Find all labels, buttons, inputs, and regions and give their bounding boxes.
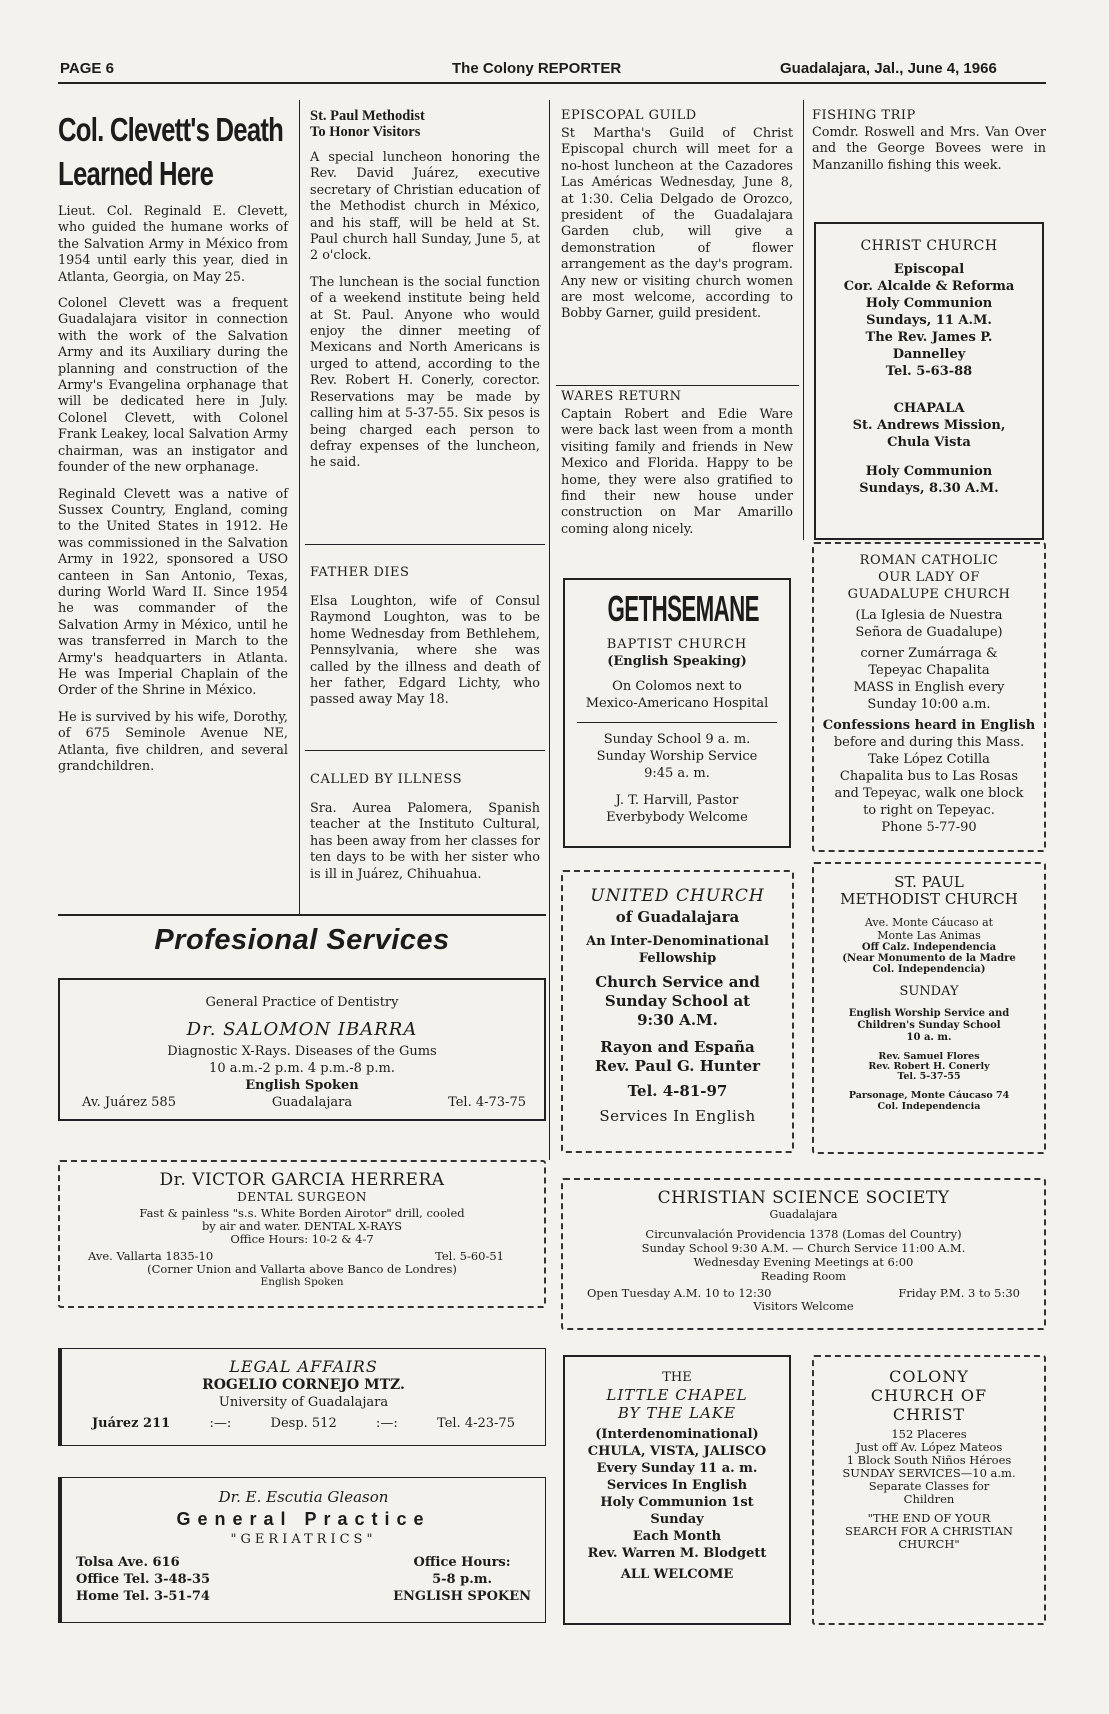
chapel-line: LITTLE CHAPEL: [606, 1386, 748, 1404]
united-line: of Guadalajara: [615, 908, 740, 926]
escutia-address: Tolsa Ave. 616: [76, 1555, 180, 1570]
page-number: PAGE 6: [60, 60, 114, 77]
christ-line: Tel. 5-63-88: [885, 364, 973, 379]
legal-ad: [58, 1348, 546, 1446]
clevett-paragraph: Reginald Clevett was a native of Sussex Country, England, coming to the United States in 1912. He was commissioned in the Salvation Army in 1922, sponsored a USO canteen in San Antonio, Texas, during World Ward II. Since 1954 he was commander of the Salvation Army in México, until he was transferred in March to the Army's headquarters in Atlanta. He was Imperial Chaplain of the Order of the Shrine in México.: [58, 486, 288, 699]
divider: [556, 385, 799, 386]
colony-line: "THE END OF YOUR: [867, 1511, 991, 1525]
colony-line: COLONY: [889, 1367, 969, 1386]
father-dies-paragraph: Elsa Loughton, wife of Consul Raymond Loughton, was to be home Wednesday from Bethlehem, Pennsylvania, where she was called by the illness and death of her father, Edgard Lichty, who passed away May 18.: [310, 594, 540, 708]
christian-science-ad: [561, 1178, 1046, 1330]
legal-phone: Tel. 4-23-75: [437, 1416, 515, 1431]
science-line: Guadalajara: [769, 1208, 838, 1221]
united-line: Tel. 4-81-97: [627, 1082, 728, 1100]
colony-line: 152 Placeres: [891, 1427, 967, 1441]
divider: [305, 544, 545, 545]
colony-line: CHURCH": [898, 1537, 960, 1551]
science-tuesday: Open Tuesday A.M. 10 to 12:30: [587, 1286, 772, 1300]
catholic-line: GUADALUPE CHURCH: [847, 587, 1011, 602]
gethsemane-ad: [563, 578, 791, 848]
gethsemane-name: GETHSEMANE: [607, 588, 759, 629]
stpaul-ad-line: 10 a. m.: [906, 1032, 952, 1043]
catholic-line: Señora de Guadalupe): [855, 625, 1003, 640]
dentistry-line: English Spoken: [245, 1078, 359, 1093]
christ-line: Holy Communion: [865, 464, 993, 479]
chapel-line: Each Month: [632, 1529, 722, 1544]
guild-paragraph: St Martha's Guild of Christ Episcopal church will meet for a no-host luncheon at the Cazadores Las Américas Wednesday, June 8, at 1:30. Celia Delgado de Orozco, president of the Guadalajara Garden club, will give a demonstration of flower arrangement as the day's program. Any new or visiting church women are most welcome, according to Bobby Garner, guild president.: [561, 126, 793, 322]
united-church-ad: [561, 870, 794, 1153]
gethsemane-line: Everbybody Welcome: [606, 810, 748, 825]
stpaul-ad-line: Col. Independencia: [877, 1101, 981, 1112]
dentistry-line: Diagnostic X-Rays. Diseases of the Gums: [167, 1044, 437, 1059]
chapel-line: Holy Communion 1st: [600, 1495, 754, 1510]
clevett-headline-1: Col. Clevett's Death: [58, 111, 284, 148]
united-line: UNITED CHURCH: [590, 886, 765, 906]
catholic-line: Take López Cotilla: [868, 752, 990, 767]
stpaul-ad-line: English Worship Service and: [848, 1008, 1010, 1019]
science-line: Reading Room: [760, 1269, 847, 1283]
stpaul-ad-line: Rev. Robert H. Conerly: [868, 1061, 990, 1072]
gethsemane-line: J. T. Harvill, Pastor: [615, 793, 739, 808]
stpaul-ad-line: Monte Las Animas: [877, 929, 981, 942]
united-line: Services In English: [599, 1107, 756, 1125]
guild-title: EPISCOPAL GUILD: [561, 108, 697, 123]
stpaul-paragraph: The lunchean is the social function of a weekend institute being held at St. Paul. Anyone who would enjoy the dinner meeting of Mexicans and North Americans is urged to attend, according to the Rev. Robert H. Conerly, corector. Reservations may be made by calling him at 5-37-55. Six pesos is being charged each person to defray expenses of the luncheon, he said.: [310, 274, 540, 471]
stpaul-paragraph: A special luncheon honoring the Rev. David Juárez, executive secretary of Christian education of the Methodist church in México, and his staff, will be held at St. Paul church hall Sunday, June 5, at 2 o'clock.: [310, 150, 540, 264]
catholic-line: to right on Tepeyac.: [863, 803, 995, 818]
escutia-home-tel: Home Tel. 3-51-74: [76, 1589, 210, 1604]
catholic-line: Phone 5-77-90: [881, 820, 977, 835]
colony-line: Just off Av. López Mateos: [855, 1440, 1003, 1454]
paper-name: The Colony REPORTER: [452, 60, 622, 77]
fishing-article: [812, 108, 1046, 184]
garcia-line: Dr. VICTOR GARCIA HERRERA: [159, 1170, 445, 1190]
catholic-line: MASS in English every: [853, 680, 1005, 695]
column-rule-2: [549, 100, 550, 1160]
garcia-phone: Tel. 5-60-51: [435, 1249, 504, 1263]
christ-line: Sundays, 11 A.M.: [866, 313, 992, 328]
fishing-title: FISHING TRIP: [812, 108, 916, 123]
colony-line: 1 Block South Niños Héroes: [846, 1453, 1012, 1467]
catholic-line: (La Iglesia de Nuestra: [855, 608, 1003, 623]
christ-line: CHRIST CHURCH: [860, 238, 998, 254]
escutia-ad: [58, 1477, 546, 1623]
united-line: Rev. Paul G. Hunter: [594, 1057, 761, 1075]
science-line: Wednesday Evening Meetings at 6:00: [693, 1255, 914, 1269]
clevett-paragraph: Colonel Clevett was a frequent Guadalajara visitor in connection with the work of the Salvation Army and its Auxiliary during the planning and construction of the Army's Evangelina orphanage that will be dedicated here in July. Colonel Clevett, with Colonel Frank Leakey, local Salvation Army chairman, was an instigator and founder of the new orphanage.: [58, 296, 288, 476]
chapel-line: Sunday: [650, 1512, 704, 1527]
science-line: Circunvalación Providencia 1378 (Lomas del Country): [645, 1227, 962, 1241]
christ-line: CHAPALA: [893, 401, 965, 416]
stpaul-ad-line: (Near Monumento de la Madre: [842, 953, 1016, 964]
stpaul-ad-line: Tel. 5-37-55: [897, 1071, 961, 1082]
united-line: Rayon and España: [600, 1038, 755, 1056]
little-chapel-ad: [563, 1355, 791, 1625]
gethsemane-line: Sunday Worship Service: [596, 749, 758, 764]
dentistry-city: Guadalajara: [271, 1095, 353, 1110]
stpaul-ad-line: SUNDAY: [899, 984, 959, 999]
professional-title: Profesional Services: [154, 924, 450, 956]
legal-line: University of Guadalajara: [218, 1395, 389, 1410]
clevett-paragraph: Lieut. Col. Reginald E. Clevett, who guided the humane works of the Salvation Army in México from 1954 until early this year, died in Atlanta, Georgia, on May 25.: [58, 204, 288, 285]
escutia-hours-label: Office Hours:: [413, 1555, 511, 1570]
catholic-line: and Tepeyac, walk one block: [834, 786, 1024, 801]
stpaul-ad-line: Ave. Monte Cáucaso at: [864, 916, 994, 929]
christ-line: Chula Vista: [887, 435, 971, 450]
colony-line: CHRIST: [892, 1405, 966, 1424]
garcia-line: by air and water. DENTAL X-RAYS: [201, 1219, 403, 1233]
divider: [58, 914, 546, 916]
chapel-line: BY THE LAKE: [617, 1404, 737, 1422]
escutia-english: ENGLISH SPOKEN: [393, 1589, 531, 1604]
clevett-paragraph: He is survived by his wife, Dorothy, of 675 Seminole Avenue NE, Atlanta, five children, and several grandchildren.: [58, 709, 288, 774]
dentistry-line: General Practice of Dentistry: [205, 995, 399, 1010]
christ-line: Holy Communion: [865, 296, 993, 311]
guild-article: [561, 108, 793, 333]
gethsemane-line: On Colomos next to: [612, 679, 742, 694]
legal-line: ROGELIO CORNEJO MTZ.: [202, 1377, 405, 1393]
stpaul-ad-line: Col. Independencia): [872, 964, 986, 975]
catholic-line: Chapalita bus to Las Rosas: [839, 769, 1019, 784]
stpaul-title-1: St. Paul Methodist: [310, 108, 425, 124]
christ-line: Sundays, 8.30 A.M.: [859, 481, 999, 496]
escutia-line: Dr. E. Escutia Gleason: [218, 1488, 389, 1506]
clevett-headline-2: Learned Here: [58, 155, 214, 192]
illness-title: CALLED BY ILLNESS: [310, 772, 463, 787]
science-line: Sunday School 9:30 A.M. — Church Service 11:00 A.M.: [641, 1241, 966, 1255]
united-line: Church Service and: [595, 973, 760, 991]
gethsemane-line: Sunday School 9 a. m.: [603, 732, 751, 747]
gethsemane-line: (English Speaking): [607, 654, 747, 669]
wares-article: [561, 389, 793, 548]
divider: [577, 722, 777, 723]
column-rule-1: [299, 100, 300, 915]
stpaul-ad: [812, 862, 1046, 1154]
stpaul-ad-line: Parsonage, Monte Cáucaso 74: [848, 1090, 1010, 1101]
chapel-line: CHULA, VISTA, JALISCO: [587, 1444, 767, 1459]
stpaul-ad-line: Rev. Samuel Flores: [878, 1051, 980, 1062]
fishing-paragraph: Comdr. Roswell and Mrs. Van Over and the George Bovees were in Manzanillo fishing this week.: [812, 125, 1046, 173]
colony-line: CHURCH OF: [870, 1386, 988, 1405]
dentistry-line: 10 a.m.-2 p.m. 4 p.m.-8 p.m.: [209, 1061, 395, 1076]
garcia-line: Office Hours: 10-2 & 4-7: [230, 1232, 374, 1246]
roman-catholic-ad: [812, 542, 1046, 852]
chapel-line: THE: [662, 1370, 692, 1385]
chapel-line: ALL WELCOME: [620, 1567, 734, 1582]
stpaul-article: [310, 108, 540, 482]
garcia-line: DENTAL SURGEON: [237, 1190, 367, 1204]
legal-address: Juárez 211: [92, 1416, 171, 1431]
christ-line: The Rev. James P.: [865, 330, 993, 345]
colony-line: SEARCH FOR A CHRISTIAN: [845, 1524, 1013, 1538]
united-line: Sunday School at: [604, 992, 751, 1010]
christ-line: Cor. Alcalde & Reforma: [843, 279, 1015, 294]
garcia-ad: [58, 1160, 546, 1308]
stpaul-ad-line: METHODIST CHURCH: [840, 890, 1018, 908]
escutia-line: General Practice: [176, 1509, 431, 1529]
legal-separator: :—:: [376, 1416, 398, 1431]
catholic-line: Confessions heard in English: [822, 718, 1036, 733]
stpaul-ad-line: Children's Sunday School: [857, 1020, 1001, 1031]
stpaul-ad-line: ST. PAUL: [894, 873, 964, 891]
dentistry-line: Dr. SALOMON IBARRA: [186, 1019, 418, 1040]
chapel-line: Every Sunday 11 a. m.: [596, 1461, 758, 1476]
christ-line: Episcopal: [893, 262, 965, 277]
father-dies-title: FATHER DIES: [310, 565, 410, 580]
gethsemane-line: 9:45 a. m.: [644, 766, 710, 781]
catholic-line: Tepeyac Chapalita: [868, 663, 990, 678]
christ-line: St. Andrews Mission,: [852, 418, 1006, 433]
dentistry-address: Av. Juárez 585: [82, 1095, 176, 1110]
catholic-line: ROMAN CATHOLIC: [859, 553, 999, 568]
catholic-line: Sunday 10:00 a.m.: [867, 697, 991, 712]
catholic-line: before and during this Mass.: [833, 735, 1025, 750]
escutia-office-tel: Office Tel. 3-48-35: [76, 1572, 211, 1587]
colony-line: Children: [903, 1492, 955, 1506]
christ-line: Dannelley: [892, 347, 966, 362]
stpaul-title-2: To Honor Visitors: [310, 124, 421, 140]
masthead-rule: [58, 82, 1046, 84]
escutia-hours: 5-8 p.m.: [432, 1572, 493, 1587]
colony-line: Separate Classes for: [868, 1479, 990, 1493]
united-line: 9:30 A.M.: [637, 1011, 718, 1029]
dateline: Guadalajara, Jal., June 4, 1966: [780, 60, 997, 77]
science-line: Visitors Welcome: [753, 1299, 854, 1313]
legal-separator: :—:: [209, 1416, 232, 1431]
escutia-line: "GERIATRICS": [230, 1532, 377, 1547]
colony-line: SUNDAY SERVICES—10 a.m.: [842, 1466, 1016, 1480]
stpaul-ad-line: Off Calz. Independencia: [861, 942, 997, 953]
wares-paragraph: Captain Robert and Edie Ware were back last ween from a month visiting family and friends in New Mexico and Florida. Happy to be home, they were also gratified to find their new house under construction on Mar Amarillo coming along nicely.: [561, 407, 793, 537]
dentistry-phone: Tel. 4-73-75: [448, 1095, 526, 1110]
united-line: An Inter-Denominational: [586, 934, 769, 949]
united-line: Fellowship: [638, 951, 717, 966]
garcia-line: (Corner Union and Vallarta above Banco de Londres): [147, 1262, 457, 1276]
gethsemane-line: BAPTIST CHURCH: [606, 637, 748, 652]
science-friday: Friday P.M. 3 to 5:30: [898, 1286, 1020, 1300]
chapel-line: Rev. Warren M. Blodgett: [587, 1546, 767, 1561]
garcia-line: Fast & painless "s.s. White Borden Airotor" drill, cooled: [139, 1206, 465, 1220]
science-line: CHRISTIAN SCIENCE SOCIETY: [657, 1188, 950, 1208]
gethsemane-line: Mexico-Americano Hospital: [585, 696, 769, 711]
dentistry-ad: [58, 978, 546, 1121]
catholic-line: OUR LADY OF: [878, 570, 980, 585]
clevett-article: [58, 108, 288, 785]
garcia-line: English Spoken: [260, 1276, 344, 1288]
wares-title: WARES RETURN: [561, 389, 682, 404]
father-dies-article: [310, 565, 540, 719]
divider: [305, 750, 545, 751]
chapel-line: Services In English: [606, 1478, 748, 1493]
christ-church-ad: [814, 222, 1044, 540]
legal-office: Desp. 512: [270, 1416, 337, 1431]
chapel-line: (Interdenominational): [595, 1427, 759, 1442]
legal-line: LEGAL AFFAIRS: [229, 1357, 378, 1376]
column-rule-3: [803, 100, 804, 540]
illness-paragraph: Sra. Aurea Palomera, Spanish teacher at the Instituto Cultural, has been away from her classes for ten days to be with her sister who is ill in Juárez, Chihuahua.: [310, 801, 540, 882]
catholic-line: corner Zumárraga &: [860, 646, 998, 661]
garcia-address: Ave. Vallarta 1835-10: [88, 1249, 214, 1263]
illness-article: [310, 772, 540, 893]
colony-church-ad: [812, 1355, 1046, 1625]
